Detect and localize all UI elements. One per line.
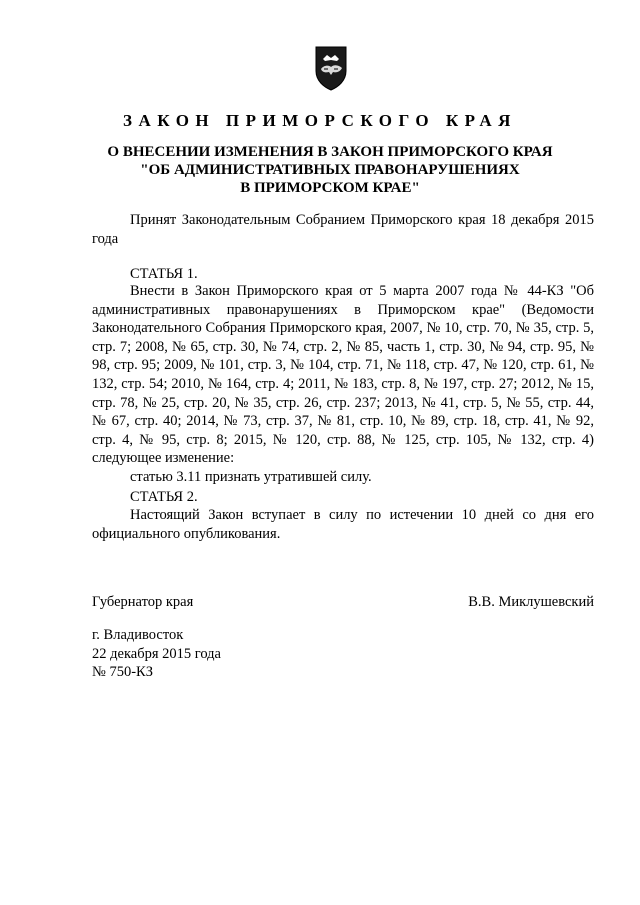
document-footer <box>92 626 221 682</box>
article-1-clause: статью 3.11 признать утратившей силу. <box>130 468 372 485</box>
article-1-heading: СТАТЬЯ 1. <box>130 266 198 282</box>
coat-of-arms-icon <box>314 45 348 91</box>
signatory-position: Губернатор края <box>92 594 194 610</box>
adoption-text: Принят Законодательным Собранием Приморского края 18 декабря 2015 года <box>92 212 594 247</box>
article-2-text: Настоящий Закон вступает в силу по истечении 10 дней со дня его официального опубликования. <box>92 507 594 542</box>
law-subtitle <box>80 143 580 197</box>
signatory-name: В.В. Миклушевский <box>468 594 594 610</box>
subtitle-line: В ПРИМОРСКОМ КРАЕ" <box>240 180 420 196</box>
footer-place: г. Владивосток <box>92 627 184 643</box>
subtitle-line: "ОБ АДМИНИСТРАТИВНЫХ ПРАВОНАРУШЕНИЯХ <box>140 162 520 178</box>
adoption-paragraph <box>92 211 594 248</box>
article-1-body <box>92 282 594 487</box>
article-2-heading: СТАТЬЯ 2. <box>130 489 198 505</box>
footer-date: 22 декабря 2015 года <box>92 645 221 662</box>
article-1-text: Внести в Закон Приморского края от 5 марта 2007 года № 44-КЗ "Об административных правонарушениях в Приморском крае" (Ведомости Законодательного Собрания Приморского края, 2007, № 10, стр. 70, № 35, стр. 5, стр. 7; 2008, № 65, стр. 30, № 74, стр. 2, № 85, часть 1, стр. 30, № 94, стр. 95, № 98, стр. 95; 2009, № 101, стр. 3, № 104, стр. 71, № 118, стр. 47, № 120, стр. 61, № 132, стр. 54; 2010, № 164, стр. 4; 2011, № 183, стр. 8, № 197, стр. 27; 2012, № 15, стр. 78, № 25, стр. 20, № 35, стр. 26, стр. 237; 2013, № 41, стр. 5, № 55, стр. 44, № 67, стр. 40; 2014, № 73, стр. 37, № 81, стр. 10, № 89, стр. 18, стр. 41, № 92, стр. 4, № 95, стр. 8; 2015, № 120, стр. 88, № 125, стр. 105, № 132, стр. 4) следующее изменение: <box>92 283 594 467</box>
article-2-body <box>92 506 594 543</box>
footer-number: № 750-КЗ <box>92 664 153 680</box>
subtitle-line: О ВНЕСЕНИИ ИЗМЕНЕНИЯ В ЗАКОН ПРИМОРСКОГО КРАЯ <box>107 144 553 160</box>
law-title: ЗАКОН ПРИМОРСКОГО КРАЯ <box>123 111 517 130</box>
